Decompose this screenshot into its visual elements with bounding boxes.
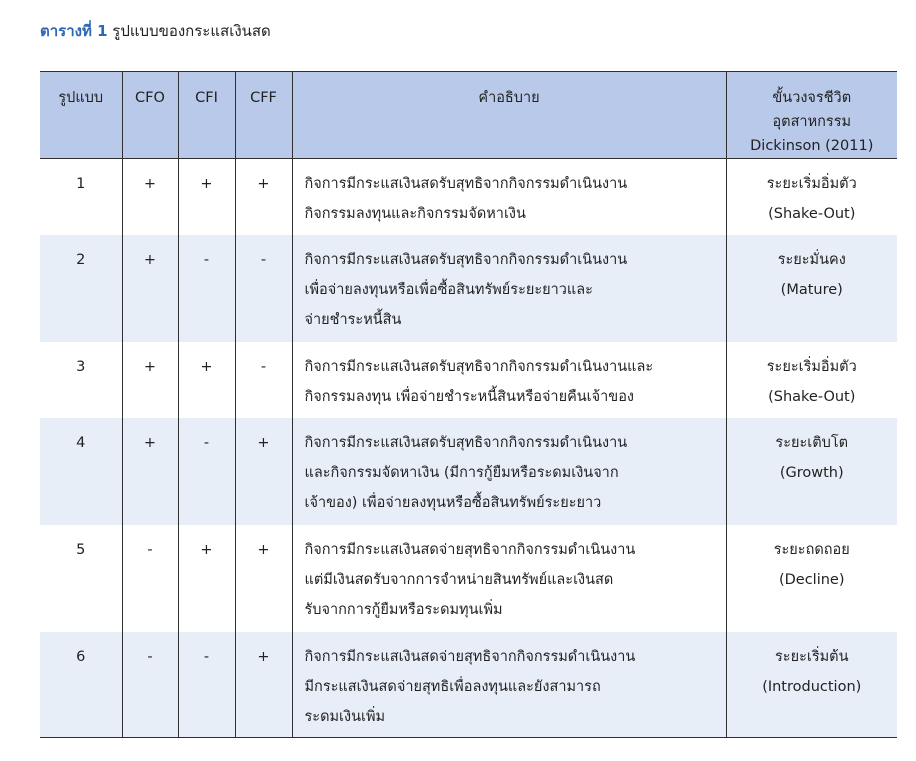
cell-pattern: 5 bbox=[40, 525, 122, 632]
table-row bbox=[40, 235, 897, 342]
table-row bbox=[40, 159, 897, 235]
cell-cfi: + bbox=[178, 525, 235, 632]
cell-cfo: - bbox=[122, 632, 178, 738]
description-line: กิจการมีกระแสเงินสดรับสุทธิจากกิจกรรมดำเนินงาน bbox=[304, 251, 628, 268]
cell-cff: + bbox=[235, 632, 292, 738]
cell-cfo: + bbox=[122, 159, 178, 235]
cell-description bbox=[292, 632, 726, 738]
cell-lifecycle-stage bbox=[726, 159, 897, 235]
description-line: เพื่อจ่ายลงทุนหรือเพื่อซื้อสินทรัพย์ระยะยาวและ bbox=[304, 281, 593, 298]
cell-cff: + bbox=[235, 159, 292, 235]
description-line: กิจกรรมลงทุนและกิจกรรมจัดหาเงิน bbox=[304, 206, 526, 222]
description-line: จ่ายชำระหนี้สิน bbox=[304, 311, 402, 328]
description-line: และกิจกรรมจัดหาเงิน (มีการกู้ยืมหรือระดมเงินจาก bbox=[304, 464, 619, 481]
cell-pattern: 4 bbox=[40, 418, 122, 525]
cell-cff: - bbox=[235, 342, 292, 418]
cell-pattern: 3 bbox=[40, 342, 122, 418]
description-line: มีกระแสเงินสดจ่ายสุทธิเพื่อลงทุนและยังสามารถ bbox=[304, 678, 601, 695]
cell-cfo: + bbox=[122, 418, 178, 525]
cell-pattern: 6 bbox=[40, 632, 122, 738]
cell-cfo: + bbox=[122, 235, 178, 342]
stage-thai: ระยะมั่นคง bbox=[777, 251, 846, 268]
description-line: กิจการมีกระแสเงินสดรับสุทธิจากกิจกรรมดำเนินงาน bbox=[304, 176, 628, 192]
cell-cfi: - bbox=[178, 632, 235, 738]
cash-flow-patterns-table bbox=[40, 71, 897, 738]
stage-english: (Decline) bbox=[778, 571, 845, 588]
stage-thai: ระยะเริ่มอิ่มตัว bbox=[766, 176, 857, 192]
cell-lifecycle-stage bbox=[726, 525, 897, 632]
cell-cfi: + bbox=[178, 342, 235, 418]
table-row bbox=[40, 418, 897, 525]
cell-description bbox=[292, 342, 726, 418]
description-line: เจ้าของ) เพื่อจ่ายลงทุนหรือซื้อสินทรัพย์ระยะยาว bbox=[304, 494, 602, 511]
description-line: กิจการมีกระแสเงินสดจ่ายสุทธิจากกิจกรรมดำเนินงาน bbox=[304, 541, 636, 558]
description-line: กิจกรรมลงทุน เพื่อจ่ายชำระหนี้สินหรือจ่ายคืนเจ้าของ bbox=[304, 388, 634, 405]
cell-lifecycle-stage bbox=[726, 235, 897, 342]
table-row bbox=[40, 342, 897, 418]
stage-english: (Introduction) bbox=[762, 678, 862, 695]
description-line: กิจการมีกระแสเงินสดรับสุทธิจากกิจกรรมดำเนินงานและ bbox=[304, 358, 654, 375]
stage-thai: ระยะเริ่มอิ่มตัว bbox=[766, 358, 857, 375]
cell-lifecycle-stage bbox=[726, 418, 897, 525]
cell-description bbox=[292, 235, 726, 342]
cell-cfi: - bbox=[178, 235, 235, 342]
cell-cfi: + bbox=[178, 159, 235, 235]
header-description: คำอธิบาย bbox=[292, 72, 726, 159]
description-line: กิจการมีกระแสเงินสดรับสุทธิจากกิจกรรมดำเนินงาน bbox=[304, 434, 628, 451]
cell-cff: + bbox=[235, 525, 292, 632]
description-line: กิจการมีกระแสเงินสดจ่ายสุทธิจากกิจกรรมดำเนินงาน bbox=[304, 648, 636, 665]
table-number: ตารางที่ 1 bbox=[40, 22, 108, 40]
cell-cff: - bbox=[235, 235, 292, 342]
cell-cfo: + bbox=[122, 342, 178, 418]
cell-cff: + bbox=[235, 418, 292, 525]
header-cfo: CFO bbox=[122, 72, 178, 159]
cell-cfo: - bbox=[122, 525, 178, 632]
stage-english: (Shake-Out) bbox=[768, 206, 856, 222]
cell-description bbox=[292, 525, 726, 632]
stage-english: (Growth) bbox=[779, 464, 844, 481]
table-row bbox=[40, 632, 897, 738]
cell-lifecycle-stage bbox=[726, 632, 897, 738]
header-lifecycle bbox=[726, 72, 897, 159]
header-lifecycle-line2: อุตสาหกรรม bbox=[772, 114, 852, 130]
header-lifecycle-line3: Dickinson (2011) bbox=[750, 138, 874, 154]
cell-pattern: 2 bbox=[40, 235, 122, 342]
cell-cfi: - bbox=[178, 418, 235, 525]
table-header-row bbox=[40, 72, 897, 159]
table-title: รูปแบบของกระแสเงินสด bbox=[112, 22, 271, 40]
header-pattern: รูปแบบ bbox=[40, 72, 122, 159]
header-cfi: CFI bbox=[178, 72, 235, 159]
stage-thai: ระยะเติบโต bbox=[775, 434, 849, 451]
stage-thai: ระยะเริ่มต้น bbox=[775, 648, 849, 665]
header-cff: CFF bbox=[235, 72, 292, 159]
stage-english: (Shake-Out) bbox=[768, 388, 856, 405]
description-line: รับจากการกู้ยืมหรือระดมทุนเพิ่ม bbox=[304, 601, 503, 618]
cell-pattern: 1 bbox=[40, 159, 122, 235]
cell-description bbox=[292, 418, 726, 525]
description-line: แต่มีเงินสดรับจากการจำหน่ายสินทรัพย์และเงินสด bbox=[304, 571, 614, 588]
stage-thai: ระยะถดถอย bbox=[773, 541, 850, 558]
table-row bbox=[40, 525, 897, 632]
cell-description bbox=[292, 159, 726, 235]
stage-english: (Mature) bbox=[780, 281, 843, 298]
cell-lifecycle-stage bbox=[726, 342, 897, 418]
description-line: ระดมเงินเพิ่ม bbox=[304, 708, 386, 725]
header-lifecycle-line1: ขั้นวงจรชีวิต bbox=[772, 90, 852, 106]
table-caption bbox=[40, 20, 271, 42]
